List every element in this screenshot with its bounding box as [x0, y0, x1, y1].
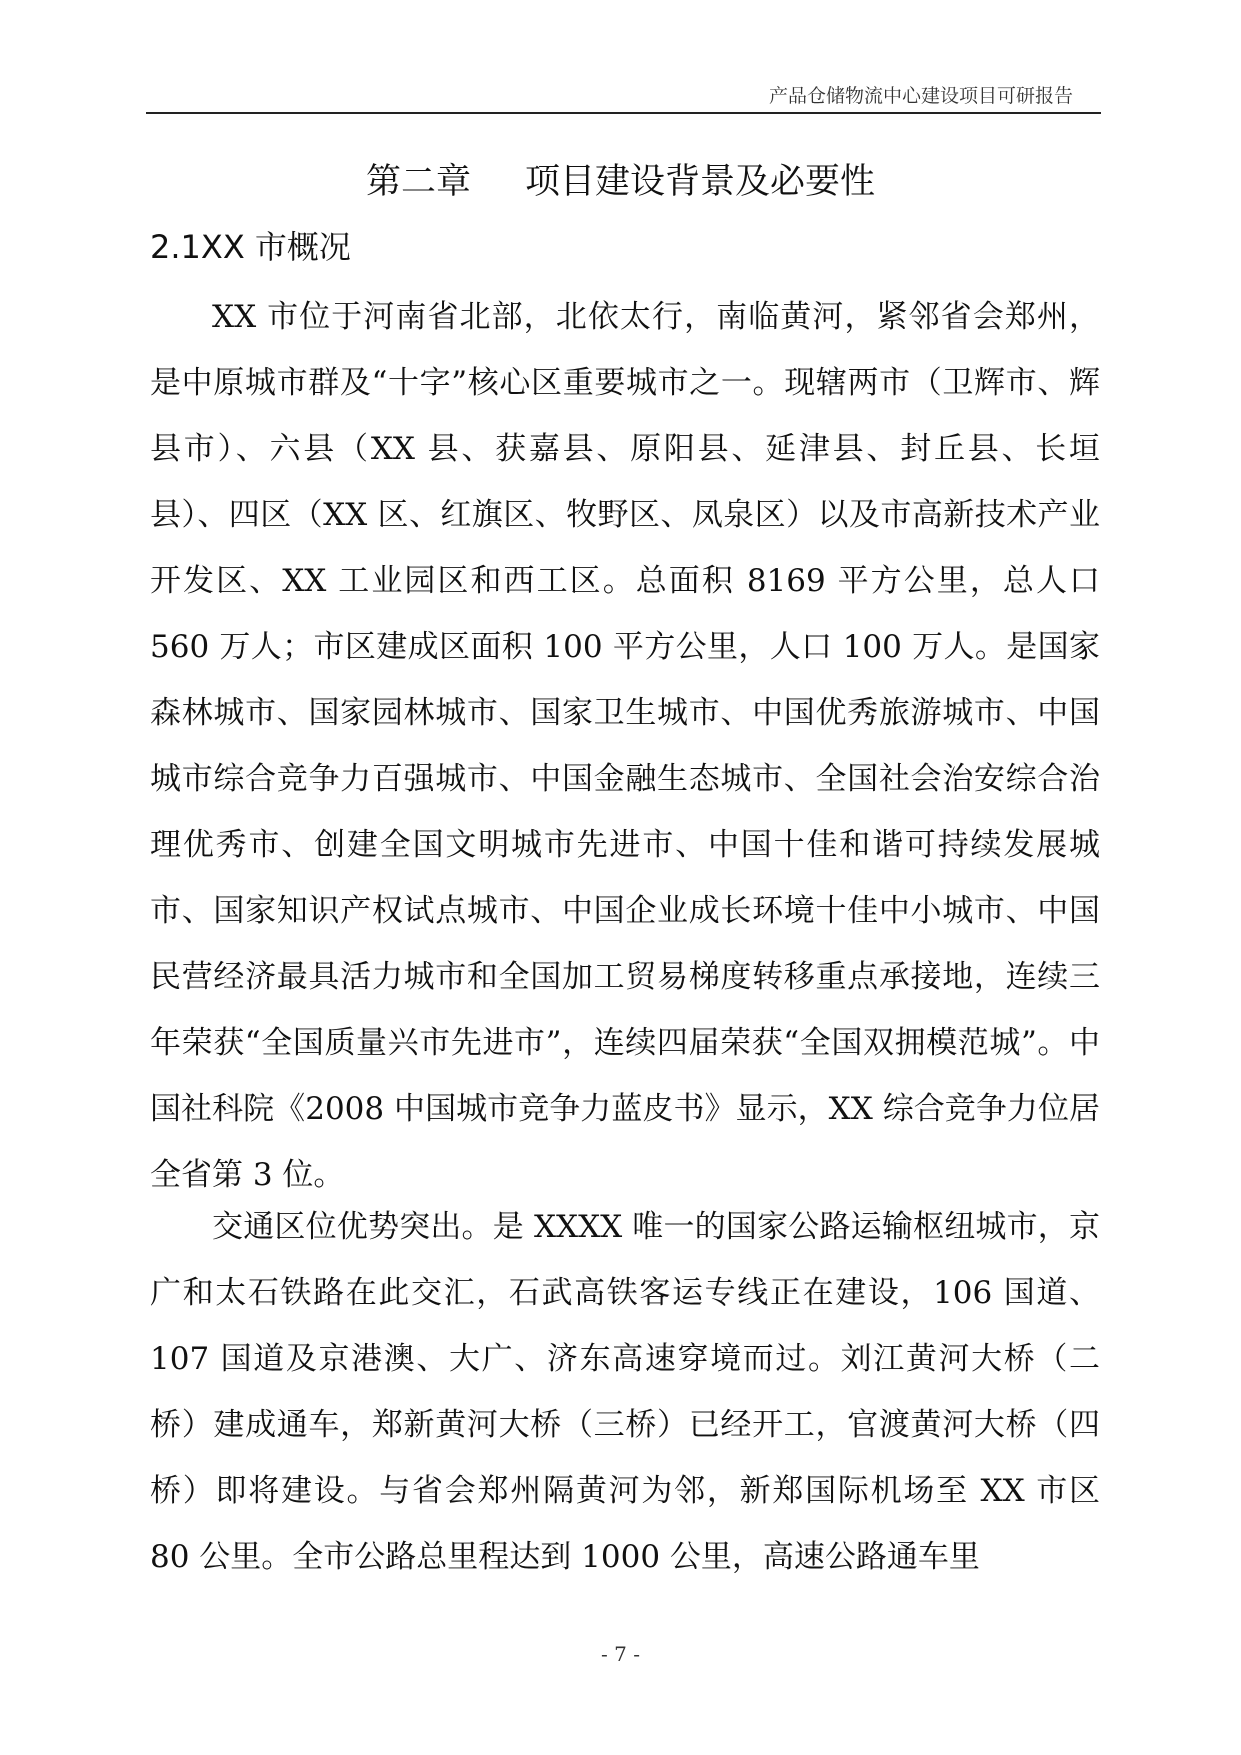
- chapter-title: [146, 160, 1095, 204]
- body-paragraph-transport: 交通区位优势突出。是 XXXX 唯一的国家公路运输枢纽城市，京广和太石铁路在此交汇，石武高铁客运专线正在建设，106 国道、107 国道及京港澳、大广、济东高速穿境而过。刘江黄河大桥（二桥）建成通车，郑新黄河大桥（三桥）已经开工，官渡黄河大桥（四桥）即将建设。与省会郑州隔黄河为邻，新郑国际机场至 XX 市区 80 公里。全市公路总里程达到 1000 公里，高速公路通车里: [150, 1209, 1101, 1575]
- running-header-title: 产品仓储物流中心建设项目可研报告: [768, 85, 1073, 107]
- page-number: - 7 -: [601, 1642, 640, 1666]
- running-header: [146, 86, 1101, 114]
- body-paragraph-overview: XX 市位于河南省北部，北依太行，南临黄河，紧邻省会郑州，是中原城市群及“十字”核心区重要城市之一。现辖两市（卫辉市、辉县市）、六县（XX 县、获嘉县、原阳县、延津县、封丘县、长垣县）、四区（XX 区、红旗区、牧野区、凤泉区）以及市高新技术产业开发区、XX 工业园区和西工区。总面积 8169 平方公里，总人口 560 万人；市区建成区面积 100 平方公里，人口 100 万人。是国家森林城市、国家园林城市、国家卫生城市、中国优秀旅游城市、中国城市综合竞争力百强城市、中国金融生态城市、全国社会治安综合治理优秀市、创建全国文明城市先进市、中国十佳和谐可持续发展城市、国家知识产权试点城市、中国企业成长环境十佳中小城市、中国民营经济最具活力城市和全国加工贸易梯度转移重点承接地，连续三年荣获“全国质量兴市先进市”，连续四届荣获“全国双拥模范城”。中国社科院《2008 中国城市竞争力蓝皮书》显示，XX 综合竞争力位居全省第 3 位。: [150, 299, 1100, 1193]
- section-heading: 2.1XX 市概况: [150, 228, 351, 266]
- chapter-name: 项目建设背景及必要性: [525, 162, 876, 202]
- chapter-number: 第二章: [365, 162, 471, 202]
